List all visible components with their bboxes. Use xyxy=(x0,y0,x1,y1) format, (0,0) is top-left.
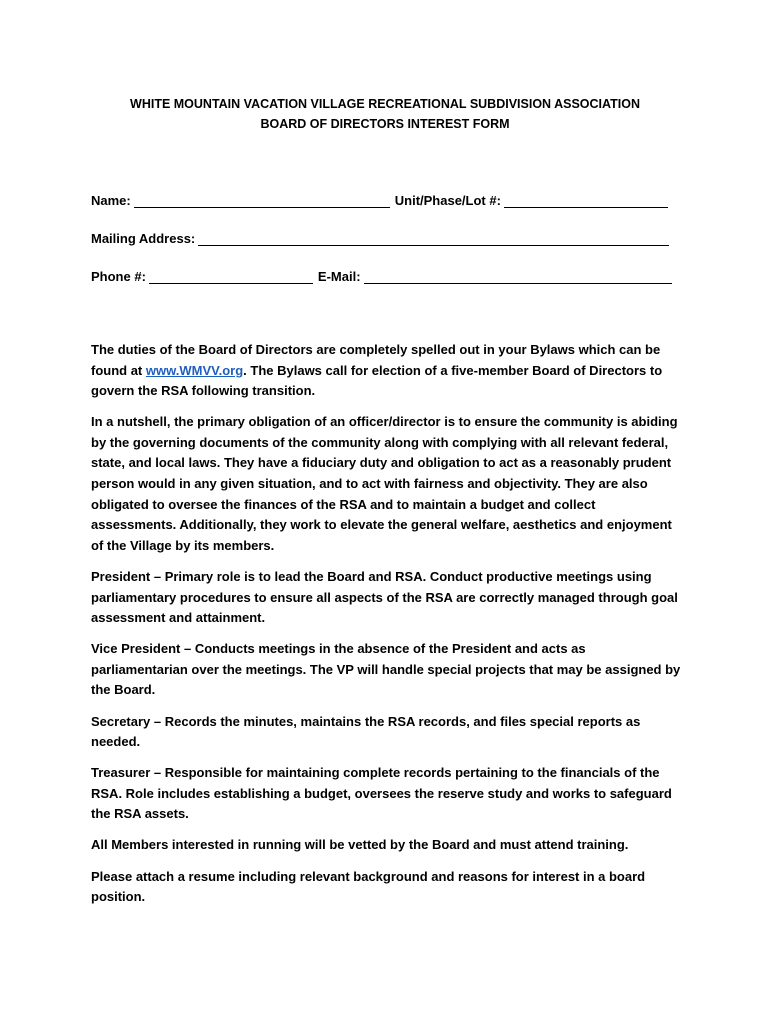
name-row xyxy=(91,188,681,208)
duties-text-before: The duties of the Board of Directors are completely spelled out in your Bylaws which can be found at xyxy=(91,342,661,378)
resume-paragraph: Please attach a resume including relevant background and reasons for interest in a board position. xyxy=(91,868,646,905)
vetting-paragraph: All Members interested in running will be vetted by the Board and must attend training. xyxy=(91,837,629,853)
email-label: E-Mail: xyxy=(317,269,361,284)
mailing-address-field[interactable] xyxy=(198,231,669,246)
document-header xyxy=(0,94,770,134)
mailing-row xyxy=(91,226,681,246)
form-fields xyxy=(91,188,681,302)
wmvv-link[interactable]: www.WMVV.org xyxy=(145,362,244,378)
duties-paragraph xyxy=(91,340,683,402)
phone-label: Phone #: xyxy=(91,269,146,284)
email-field[interactable] xyxy=(364,269,672,284)
duties-text-after: . The Bylaws call for election of a five-member Board of Directors to govern the RSA following transition. xyxy=(91,362,663,399)
name-label: Name: xyxy=(91,193,131,208)
unit-label: Unit/Phase/Lot #: xyxy=(394,193,501,208)
document-body xyxy=(91,340,683,918)
phone-field[interactable] xyxy=(149,269,313,284)
form-title: BOARD OF DIRECTORS INTEREST FORM xyxy=(260,117,510,131)
phone-row xyxy=(91,264,681,284)
president-paragraph: President – Primary role is to lead the Board and RSA. Conduct productive meetings using parliamentary procedures to ensure all aspects of the RSA are correctly managed through goal assessment and attainment. xyxy=(91,568,678,626)
organization-title: WHITE MOUNTAIN VACATION VILLAGE RECREATIONAL SUBDIVISION ASSOCIATION xyxy=(130,97,640,111)
name-field[interactable] xyxy=(134,193,390,208)
mailing-address-label: Mailing Address: xyxy=(91,231,196,246)
vice-president-paragraph: Vice President – Conducts meetings in the absence of the President and acts as parliamentarian over the meetings. The VP will handle special projects that may be assigned by the Board. xyxy=(91,641,681,698)
unit-field[interactable] xyxy=(504,193,668,208)
nutshell-paragraph: In a nutshell, the primary obligation of an officer/director is to ensure the community is abiding by the governing documents of the community along with complying with all relevant federal, state, and local laws. They have a fiduciary duty and obligation to act as a reasonably prudent person would in any given situation, and to act with fairness and objectivity. They are also obligated to oversee the finances of the RSA and to maintain a budget and collect assessments. Additionally, they work to elevate the general welfare, aesthetics and enjoyment of the Village by its members. xyxy=(91,414,678,553)
secretary-paragraph: Secretary – Records the minutes, maintains the RSA records, and files special reports as needed. xyxy=(91,713,641,750)
treasurer-paragraph: Treasurer – Responsible for maintaining complete records pertaining to the financials of the RSA. Role includes establishing a budget, oversees the reserve study and works to safeguard the RSA assets. xyxy=(91,765,672,822)
